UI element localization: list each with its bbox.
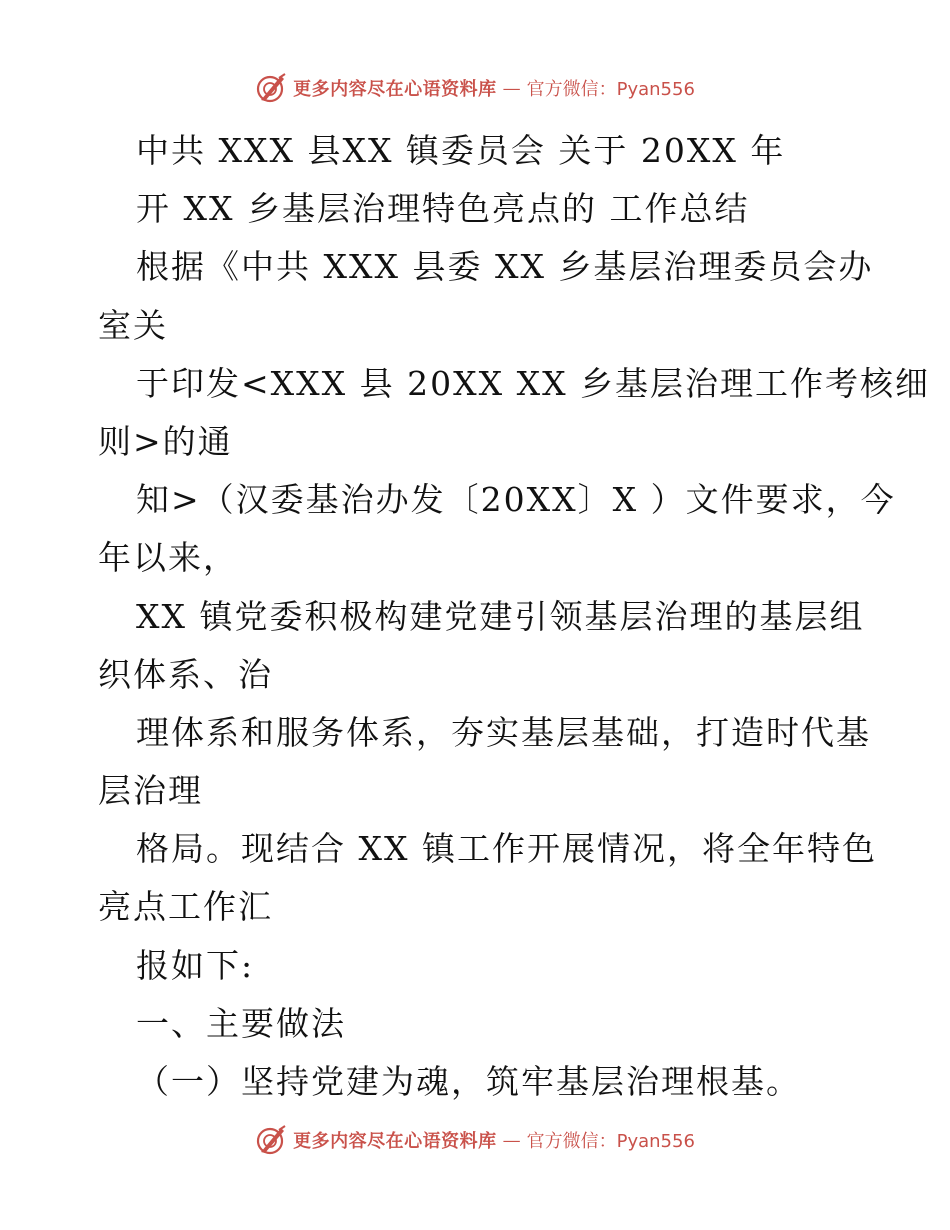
watermark-separator: — [502,77,521,99]
text-line: 报如下: [136,945,255,985]
text-line: 格局。现结合 XX 镇工作开展情况，将全年特色 [136,829,877,869]
quill-logo-icon [255,72,287,104]
watermark-separator: — [502,1129,521,1151]
text-line: 则>的通 [98,421,233,461]
text-line: 亮点工作汇 [98,887,273,927]
text-line: 根据《中共 XXX 县委 XX 乡基层治理委员会办 [136,247,874,287]
footer-watermark [0,1124,950,1156]
watermark-wechat-text: 官方微信：Pyan556 [526,1131,695,1152]
text-line: 织体系、治 [98,654,273,694]
text-line: 层治理 [98,771,203,811]
header-watermark [0,72,950,104]
watermark-main-text: 更多内容尽在心语资料库 [293,79,497,100]
watermark-main-text: 更多内容尽在心语资料库 [293,1131,497,1152]
quill-logo-icon [255,1124,287,1156]
subsection-heading: （一）坚持党建为魂，筑牢基层治理根基。 [136,1062,801,1101]
text-line: 知>（汉委基治办发〔20XX〕X ）文件要求，今 [136,480,896,520]
text-line: 开 XX 乡基层治理特色亮点的 工作总结 [136,189,750,229]
text-line: 理体系和服务体系，夯实基层基础，打造时代基 [136,712,871,752]
text-line: 于印发<XXX 县 20XX XX 乡基层治理工作考核细 [136,363,931,403]
text-line: 中共 XXX 县XX 镇委员会 关于 20XX 年 [136,131,786,170]
text-line: 室关 [98,305,168,345]
text-line: 年以来， [98,538,238,578]
watermark-wechat-text: 官方微信：Pyan556 [526,79,695,100]
text-line: XX 镇党委积极构建党建引领基层治理的基层组 [136,596,865,636]
document-body [98,122,931,1111]
section-heading: 一、主要做法 [136,1003,346,1043]
